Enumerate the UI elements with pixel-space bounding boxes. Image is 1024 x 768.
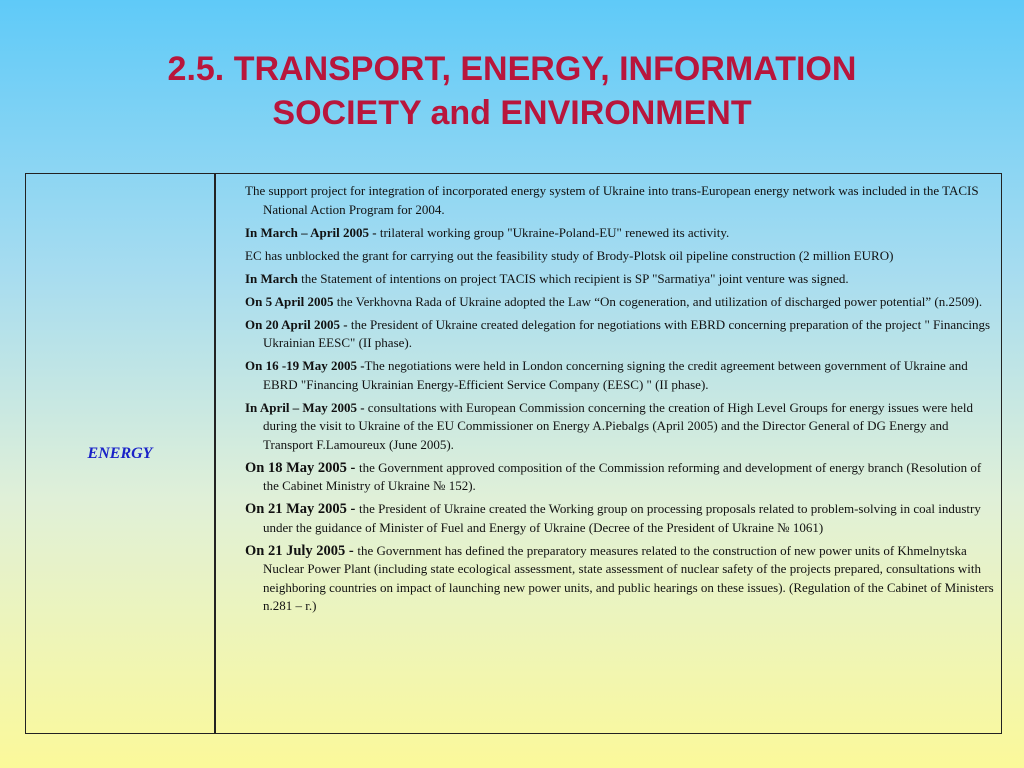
table-label-cell [26,174,214,733]
entry-text: The support project for integration of incorporated energy system of Ukraine into trans-European energy network was included in the TACIS National Action Program for 2004. [245,183,979,217]
energy-entry [245,399,997,455]
entry-text: the President of Ukraine created the Working group on processing proposals related to problem-solving in coal industry under the guidance of Minister of Fuel and Energy of Ukraine (Decree of the President of Ukraine № 1061) [263,501,981,535]
energy-entry [245,357,997,394]
energy-entry [245,182,997,219]
energy-entry [245,270,997,289]
energy-entry [245,247,997,266]
entry-date-lead: In March – April 2005 - [245,224,380,240]
entry-text: trilateral working group "Ukraine-Poland-EU" renewed its activity. [379,224,730,240]
entry-date-lead: In March [245,270,298,286]
entry-date-lead: On 21 July 2005 - [245,542,358,559]
energy-entry [245,500,997,537]
energy-table [25,173,1002,734]
energy-content-cell [245,182,997,620]
entry-date-lead: On 20 April 2005 - [245,316,351,332]
entry-text: the President of Ukraine created delegation for negotiations with EBRD concerning preparation of the project " Financings Ukrainian EESC" (II phase). [263,316,991,350]
entry-date-lead: In April – May 2005 - [245,399,368,415]
entry-text: the Verkhovna Rada of Ukraine adopted the Law “On cogeneration, and utilization of discharged power potential” (n.2509). [333,293,983,309]
slide-title [0,47,1024,135]
entry-text: the Government approved composition of the Commission reforming and development of energy branch (Resolution of the Cabinet Ministry of Ukraine № 152). [263,459,982,493]
entry-date-lead: On 21 May 2005 - [245,501,359,517]
energy-entry [245,224,997,243]
entry-text: consultations with European Commission concerning the creation of High Level Groups for energy issues were held during the visit to Ukraine of the EU Commissioner on Energy A.Piebalgs (April 2005) and the Director General of DG Energy and Transport F.Lamoureux (June 2005). [263,399,973,452]
column-divider [214,174,216,733]
entry-date-lead: On 5 April 2005 [245,293,334,309]
energy-entry [245,293,997,312]
entry-date-lead: On 16 -19 May 2005 - [245,358,365,373]
energy-label: ENERGY [87,444,153,462]
energy-entry [245,459,997,496]
slide-title-line-2: SOCIETY and ENVIRONMENT [272,94,752,132]
entry-text: the Statement of intentions on project TACIS which recipient is SP "Sarmatiya" joint venture was signed. [297,270,849,286]
entry-date-lead: On 18 May 2005 - [245,459,359,476]
energy-entry [245,316,997,353]
entry-text: EC has unblocked the grant for carrying out the feasibility study of Brody-Plotsk oil pipeline construction (2 million EURO) [245,247,894,263]
entry-text: The negotiations were held in London concerning signing the credit agreement between government of Ukraine and EBRD "Financing Ukrainian Energy-Efficient Service Company (EESC) " (II phase). [263,358,968,392]
entry-text: the Government has defined the preparatory measures related to the construction of new power units of Khmelnytska Nuclear Power Plant (including state ecological assessment, state assessment of nuclear safety of the projects prepared, consultations with neighboring countries on impact of launching new power units, and public hearings on these issues). (Regulation of the Cabinet of Ministers n.281 – r.) [263,542,994,613]
energy-entry [245,542,997,616]
slide-title-line-1: 2.5. TRANSPORT, ENERGY, INFORMATION [167,50,857,88]
